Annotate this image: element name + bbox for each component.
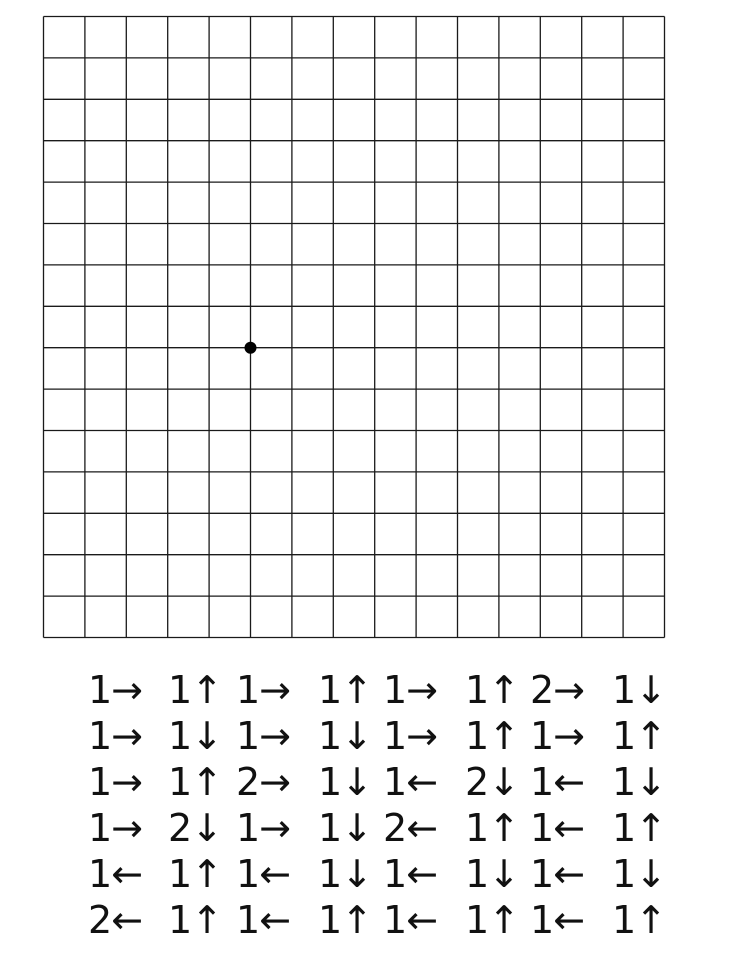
- arrow-command: 1→: [236, 714, 291, 758]
- arrow-command: 1↓: [318, 714, 373, 758]
- arrow-command: 1↑: [612, 714, 667, 758]
- arrow-command: 1←: [530, 760, 585, 804]
- arrow-command: 1↓: [168, 714, 223, 758]
- arrow-command: 1↑: [465, 714, 520, 758]
- arrow-command: 1→: [236, 668, 291, 712]
- arrow-command: 1↓: [318, 852, 373, 896]
- arrow-command: 1←: [530, 898, 585, 942]
- arrow-command: 2↓: [168, 806, 223, 850]
- arrow-command: 1→: [88, 806, 143, 850]
- arrow-command: 1→: [88, 714, 143, 758]
- arrow-command: 1↑: [465, 806, 520, 850]
- arrow-command: 1←: [383, 852, 438, 896]
- arrow-command: 1←: [236, 852, 291, 896]
- arrow-command: 1↑: [465, 898, 520, 942]
- arrow-command: 1←: [236, 898, 291, 942]
- arrow-command: 1↑: [318, 898, 373, 942]
- arrow-command: 2→: [530, 668, 585, 712]
- arrow-command: 2←: [88, 898, 143, 942]
- arrow-command: 1↑: [465, 668, 520, 712]
- arrow-command: 1↑: [168, 898, 223, 942]
- arrow-command: 1↑: [168, 760, 223, 804]
- arrow-command: 1→: [383, 714, 438, 758]
- arrow-command: 1↓: [612, 760, 667, 804]
- arrow-command: 1→: [88, 668, 143, 712]
- arrow-command: 1→: [88, 760, 143, 804]
- arrow-command: 1↑: [612, 806, 667, 850]
- arrow-command: 1→: [530, 714, 585, 758]
- arrow-command: 1→: [383, 668, 438, 712]
- arrow-command: 1←: [530, 806, 585, 850]
- arrow-command: 1↑: [168, 852, 223, 896]
- arrow-command: 1↑: [168, 668, 223, 712]
- arrow-command: 1↓: [612, 668, 667, 712]
- arrow-command: 1↓: [465, 852, 520, 896]
- arrow-command: 1←: [88, 852, 143, 896]
- arrow-command: 1↑: [318, 668, 373, 712]
- arrow-command: 1←: [530, 852, 585, 896]
- arrow-command: 1←: [383, 898, 438, 942]
- arrow-command: 1→: [236, 806, 291, 850]
- arrow-command: 2←: [383, 806, 438, 850]
- arrow-command: 1←: [383, 760, 438, 804]
- arrow-command: 1↓: [318, 806, 373, 850]
- arrow-command: 2↓: [465, 760, 520, 804]
- arrow-command: 1↑: [612, 898, 667, 942]
- arrow-command: 2→: [236, 760, 291, 804]
- arrow-command: 1↓: [612, 852, 667, 896]
- arrow-command: 1↓: [318, 760, 373, 804]
